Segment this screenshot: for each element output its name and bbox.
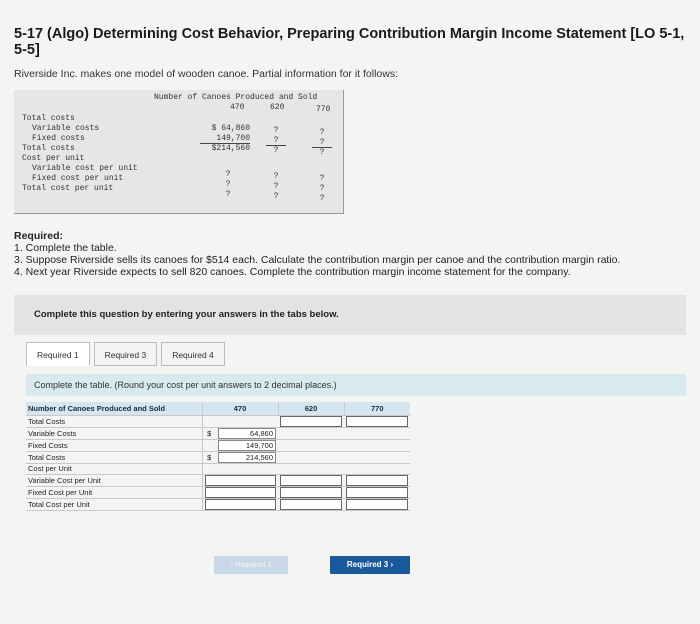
given-label-total-cpu: Total cost per unit [22,184,114,193]
fixed-cpu-470-input[interactable] [205,487,277,498]
table-row [26,427,410,439]
required-item-1: 1. Complete the table. [14,242,117,254]
given-label-fixed-cpu: Fixed cost per unit [32,174,124,183]
tab-bar [26,342,229,368]
given-q: ? [273,172,279,181]
table-row [26,463,410,475]
total-costs-770-input[interactable] [346,416,408,427]
given-q: ? [225,170,231,179]
given-q: ? [273,182,279,191]
row-label-cost-per-unit: Cost per Unit [26,463,202,475]
given-total-470: $214,560 [211,144,250,153]
variable-costs-470-input[interactable]: 64,860 [218,428,276,439]
answer-col-770: 770 [344,402,410,415]
variable-cpu-620-input[interactable] [280,475,342,486]
row-label-variable-costs: Variable Costs [26,427,202,439]
panel-instruction-bar [26,374,686,396]
given-q: ? [319,148,325,157]
given-col-770: 770 [316,105,331,114]
row-label-variable-cpu: Variable Cost per Unit [26,475,202,487]
given-label-cost-per-unit: Cost per unit [22,154,85,163]
given-col-620: 620 [270,103,285,112]
next-button-label: Required 3 [346,560,389,569]
given-q: ? [312,138,332,148]
required-item-3: 3. Suppose Riverside sells its canoes for $514 each. Calculate the contribution margin per canoe and the contribution margin ratio. [14,254,621,266]
next-button[interactable] [330,556,410,574]
given-variable-470: $ 64,860 [211,124,250,133]
total-cpu-620-input[interactable] [280,499,342,510]
given-label-variable-costs: Variable costs [32,124,100,133]
answer-table-header-row [26,402,410,415]
given-q: ? [319,174,325,183]
table-row [26,439,410,451]
given-label-fixed-costs: Fixed costs [32,134,85,143]
total-costs-470-input[interactable]: 214,560 [218,452,276,463]
fixed-cpu-620-input[interactable] [280,487,342,498]
fixed-costs-470-input[interactable]: 149,700 [218,440,276,451]
row-label-total-cpu: Total Cost per Unit [26,499,202,511]
tab-required-3[interactable]: Required 3 [94,342,158,366]
chevron-left-icon: ‹ [230,560,235,569]
variable-cpu-770-input[interactable] [346,475,408,486]
dollar-sign: $ [202,427,216,439]
total-cpu-770-input[interactable] [346,499,408,510]
tab-required-1[interactable]: Required 1 [26,342,90,366]
answer-table [26,402,410,511]
required-item-4: 4. Next year Riverside expects to sell 820 canoes. Complete the contribution margin income statement for the company. [14,266,571,278]
answer-header-label: Number of Canoes Produced and Sold [26,402,202,415]
tab-required-4[interactable]: Required 4 [161,342,225,366]
given-q: ? [319,194,325,203]
instruction-box [14,295,686,335]
given-q: ? [319,184,325,193]
row-label-fixed-cpu: Fixed Cost per Unit [26,487,202,499]
variable-cpu-470-input[interactable] [205,475,277,486]
given-q: ? [273,126,279,135]
table-row [26,487,410,499]
given-q: ? [273,192,279,201]
page-title: 5-17 (Algo) Determining Cost Behavior, Preparing Contribution Margin Income Statement [LO 5-1, 5-5] [14,26,685,58]
fixed-cpu-770-input[interactable] [346,487,408,498]
prev-button-label: Required 1 [234,560,272,569]
given-q: ? [225,180,231,189]
given-fixed-470: 149,700 [200,134,250,144]
row-label-total-costs: Total Costs [26,415,202,427]
required-section [14,230,620,278]
table-row [26,499,410,511]
total-costs-620-input[interactable] [280,416,342,427]
given-label-variable-cpu: Variable cost per unit [32,164,138,173]
total-cpu-470-input[interactable] [205,499,277,510]
answer-col-470: 470 [202,402,278,415]
required-heading: Required: [14,230,64,242]
answer-col-620: 620 [278,402,344,415]
prev-button[interactable] [214,556,288,574]
dollar-sign: $ [202,451,216,463]
given-col-470: 470 [230,103,245,112]
given-q: ? [319,128,325,137]
given-q: ? [266,136,286,146]
given-label-total-costs: Total costs [22,114,75,123]
row-label-total-costs-2: Total Costs [26,451,202,463]
given-q: ? [273,146,279,155]
chevron-right-icon: › [388,560,394,569]
row-label-fixed-costs: Fixed Costs [26,439,202,451]
instruction-text: Complete this question by entering your answers in the tabs below. [34,309,339,320]
given-header: Number of Canoes Produced and Sold [154,93,318,102]
given-label-total-costs-2: Total costs [22,144,75,153]
table-row [26,451,410,463]
table-row [26,415,410,427]
given-q: ? [225,190,231,199]
given-data-table [14,90,344,214]
table-row [26,475,410,487]
panel-instruction-text: Complete the table. (Round your cost per unit answers to 2 decimal places.) [34,380,337,390]
intro-text: Riverside Inc. makes one model of wooden canoe. Partial information for it follows: [14,68,399,80]
